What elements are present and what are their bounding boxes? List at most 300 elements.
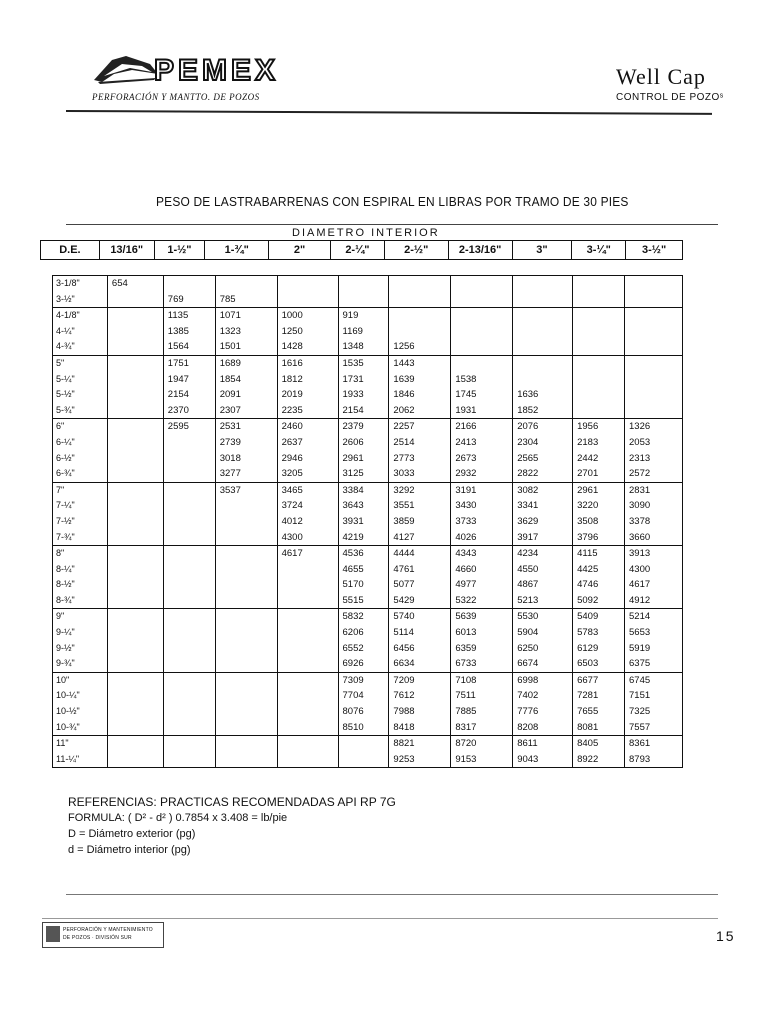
weight-cell: 1000 [277,308,338,324]
weight-cell: 5092 [573,593,625,609]
weight-cell: 7885 [451,704,513,720]
weight-cell [107,482,163,498]
weight-cell: 1852 [513,403,573,419]
weight-cell [107,435,163,451]
weight-cell: 8405 [573,736,625,752]
weight-cell [573,387,625,403]
weight-cell [277,672,338,688]
weight-cell: 3205 [277,466,338,482]
weight-cell: 1639 [389,372,451,388]
weight-cell [163,641,215,657]
weight-cell: 654 [107,276,163,292]
weight-cell [163,736,215,752]
weight-cell [163,656,215,672]
weight-cell [451,324,513,340]
weight-cell [163,593,215,609]
weight-cell: 3917 [513,530,573,546]
weight-cell: 1616 [277,355,338,371]
weight-cell [215,688,277,704]
weight-cell: 4012 [277,514,338,530]
weight-cell [107,752,163,768]
weight-cell [573,355,625,371]
weight-cell [573,403,625,419]
weight-cell [215,656,277,672]
weight-cell [163,546,215,562]
weight-cell: 7209 [389,672,451,688]
row-label-od: 4-1/8" [53,308,108,324]
weight-cell [625,292,683,308]
weight-cell: 4617 [625,577,683,593]
weight-cell: 4550 [513,562,573,578]
page-header [0,0,768,130]
weight-cell [573,324,625,340]
weight-cell: 7511 [451,688,513,704]
weight-cell: 5919 [625,641,683,657]
weight-cell [107,308,163,324]
weight-cell: 3733 [451,514,513,530]
weight-cell [215,498,277,514]
weight-cell: 5322 [451,593,513,609]
table-row [53,656,683,672]
weight-cell: 1751 [163,355,215,371]
weight-cell: 5077 [389,577,451,593]
logo-subtitle: PERFORACIÓN Y MANTTO. DE POZOS [92,92,260,102]
table-row [53,546,683,562]
weight-cell: 1947 [163,372,215,388]
weight-cell [625,276,683,292]
row-label-od: 4-¼" [56,325,75,336]
weight-cell: 3551 [389,498,451,514]
footer-stamp [42,922,164,948]
table-row [53,530,683,546]
weight-cell: 3537 [215,482,277,498]
weight-cell: 2019 [277,387,338,403]
row-label-od: 6-¾" [56,468,75,479]
weight-cell: 8922 [573,752,625,768]
weight-cell: 8361 [625,736,683,752]
stamp-text-line2: DE POZOS · DIVISIÓN SUR [63,935,132,941]
weight-cell: 4343 [451,546,513,562]
weight-cell: 4234 [513,546,573,562]
weight-cell [163,498,215,514]
table-title: PESO DE LASTRABARRENAS CON ESPIRAL EN LIBRAS POR TRAMO DE 30 PIES [156,194,629,209]
bottom-divider [66,894,718,895]
column-header-id: 1-½" [154,241,205,260]
weight-cell [107,609,163,625]
weight-cell: 6129 [573,641,625,657]
row-label-od: 8-¼" [56,563,75,574]
weight-cell: 2442 [573,451,625,467]
stamp-text-line1: PERFORACIÓN Y MANTENIMIENTO [63,927,153,933]
weight-cell: 7655 [573,704,625,720]
weight-cell [513,339,573,355]
weight-cell [215,625,277,641]
weight-cell [107,372,163,388]
weight-cell [451,339,513,355]
row-label-od: 7-¾" [56,531,75,542]
weight-cell [107,704,163,720]
weight-cell [107,451,163,467]
table-row [53,324,683,340]
weight-cell [573,308,625,324]
page-number: 15 [716,928,736,944]
weight-cell: 1745 [451,387,513,403]
row-label-od: 11" [53,736,108,752]
weight-cell: 2313 [625,451,683,467]
weight-cell [389,324,451,340]
weight-cell: 4977 [451,577,513,593]
row-label-od: 11-¼" [56,753,80,764]
table-row [53,403,683,419]
weight-cell [389,292,451,308]
weight-cell: 8793 [625,752,683,768]
weight-cell: 6745 [625,672,683,688]
table-row [53,419,683,435]
weight-cell [163,672,215,688]
weight-cell: 4115 [573,546,625,562]
weight-cell [163,276,215,292]
weight-cell [277,752,338,768]
weight-cell [573,276,625,292]
row-label-od: 6-½" [56,452,75,463]
weight-cell: 3430 [451,498,513,514]
weight-cell: 2154 [338,403,389,419]
weight-cell [107,625,163,641]
logo-wordmark: PEMEX [154,54,280,87]
weight-cell: 6677 [573,672,625,688]
weight-cell [107,403,163,419]
weight-cell: 2565 [513,451,573,467]
weight-cell [107,593,163,609]
row-label-od: 5-¾" [56,404,75,415]
weight-cell [215,641,277,657]
weight-cell [163,451,215,467]
weight-cell [451,308,513,324]
references-title: REFERENCIAS: PRACTICAS RECOMENDADAS API RP 7G [68,795,396,809]
weight-cell [107,672,163,688]
weight-cell [163,720,215,736]
weight-cell [625,308,683,324]
weight-cell [163,609,215,625]
footer-divider [42,918,718,919]
weight-cell [451,355,513,371]
weight-cell [513,292,573,308]
weight-cell: 3018 [215,451,277,467]
weight-cell: 4300 [625,562,683,578]
table-row [53,752,683,768]
weight-cell: 4655 [338,562,389,578]
table-row [53,720,683,736]
table-row [53,498,683,514]
weight-cell: 2739 [215,435,277,451]
row-label-od: 6" [53,419,108,435]
weight-cell: 2091 [215,387,277,403]
column-header-row [40,240,683,260]
weight-cell [163,625,215,641]
column-header-id: 2" [269,241,331,260]
weight-cell: 2932 [451,466,513,482]
weight-cell [625,324,683,340]
weight-cell [163,466,215,482]
weight-cell: 3378 [625,514,683,530]
row-label-od: 10-½" [56,706,80,717]
weight-cell [277,577,338,593]
table-row [53,672,683,688]
weight-cell: 2379 [338,419,389,435]
weight-cell: 6503 [573,656,625,672]
row-label-od: 7-½" [56,515,75,526]
weight-cell [277,276,338,292]
weight-cell: 2154 [163,387,215,403]
weight-cell: 6206 [338,625,389,641]
formula-text: FORMULA: ( D² - d² ) 0.7854 x 3.408 = lb/pie [68,812,288,824]
weight-cell: 4912 [625,593,683,609]
weight-cell [215,577,277,593]
weight-cell [277,562,338,578]
weight-cell: 2673 [451,451,513,467]
column-header-id: 3-¼" [572,241,626,260]
row-label-od: 9" [53,609,108,625]
table-row [53,372,683,388]
weight-cell [107,339,163,355]
weight-cell [513,355,573,371]
row-label-od: 8" [53,546,108,562]
row-label-od: 8-¾" [56,594,75,605]
weight-cell [107,641,163,657]
row-label-od: 10-¼" [56,690,80,701]
row-label-od: 8-½" [56,579,75,590]
table-row [53,435,683,451]
weight-cell: 8510 [338,720,389,736]
weight-cell: 5170 [338,577,389,593]
table-row [53,736,683,752]
weight-cell [107,736,163,752]
weight-cell: 1846 [389,387,451,403]
table-row [53,562,683,578]
weight-cell [163,530,215,546]
weight-cell: 6013 [451,625,513,641]
weight-cell: 4219 [338,530,389,546]
weight-cell [215,593,277,609]
weight-cell: 1812 [277,372,338,388]
column-header-od: D.E. [41,241,100,260]
weight-cell: 3384 [338,482,389,498]
weight-cell [215,276,277,292]
weight-cell [215,704,277,720]
weight-cell [163,514,215,530]
weight-cell: 3859 [389,514,451,530]
weight-cell: 3277 [215,466,277,482]
weight-cell: 3191 [451,482,513,498]
weight-cell: 5653 [625,625,683,641]
weight-cell: 2822 [513,466,573,482]
weight-cell: 1443 [389,355,451,371]
row-label-od: 3-1/8" [56,278,80,288]
weight-cell: 9043 [513,752,573,768]
weight-cell [107,292,163,308]
weight-cell [277,688,338,704]
weight-cell: 2637 [277,435,338,451]
weight-cell [389,276,451,292]
weight-cell: 3660 [625,530,683,546]
weights-table [52,275,683,768]
column-header-id: 13/16" [99,241,154,260]
weight-cell: 8076 [338,704,389,720]
weight-cell: 6456 [389,641,451,657]
weight-cell: 2514 [389,435,451,451]
weight-cell: 2370 [163,403,215,419]
weight-cell [107,530,163,546]
weight-cell: 8317 [451,720,513,736]
weight-cell: 6250 [513,641,573,657]
weight-cell: 4867 [513,577,573,593]
weight-cell [573,372,625,388]
weight-cell: 3090 [625,498,683,514]
weight-cell [215,752,277,768]
inner-diameter-note: d = Diámetro interior (pg) [68,844,191,856]
weight-cell: 5409 [573,609,625,625]
weight-cell [277,625,338,641]
weight-cell: 4746 [573,577,625,593]
weight-cell: 7281 [573,688,625,704]
weight-cell [107,546,163,562]
table-row [53,292,683,308]
weight-cell: 6375 [625,656,683,672]
column-header-id: 2-½" [384,241,448,260]
weight-cell: 1538 [451,372,513,388]
weight-cell: 2701 [573,466,625,482]
table-row [53,593,683,609]
weight-cell [277,593,338,609]
pemex-logo [92,52,292,86]
weight-cell: 7557 [625,720,683,736]
weight-cell: 7988 [389,704,451,720]
weight-cell [107,324,163,340]
weight-cell: 2076 [513,419,573,435]
weight-cell: 3292 [389,482,451,498]
weight-cell: 1933 [338,387,389,403]
weight-cell: 2183 [573,435,625,451]
weight-cell: 7309 [338,672,389,688]
weight-cell [451,276,513,292]
weight-cell: 2053 [625,435,683,451]
table-row [53,355,683,371]
weight-cell [107,466,163,482]
weight-cell [513,372,573,388]
table-subtitle: DIAMETRO INTERIOR [292,227,440,239]
weight-cell: 1323 [215,324,277,340]
column-header-id: 2-13/16" [448,241,512,260]
weight-cell: 1071 [215,308,277,324]
row-label-od: 9-¾" [56,658,75,669]
weight-cell: 4660 [451,562,513,578]
weight-cell: 2531 [215,419,277,435]
weight-cell: 7325 [625,704,683,720]
weight-cell [163,688,215,704]
table-row [53,451,683,467]
weight-cell: 2460 [277,419,338,435]
row-label-od: 9-¼" [56,627,75,638]
weight-cell: 1564 [163,339,215,355]
weight-cell: 4425 [573,562,625,578]
weight-cell: 4444 [389,546,451,562]
weight-cell [338,292,389,308]
row-label-od: 5" [53,355,108,371]
weight-cell [338,752,389,768]
row-label-od: 10-¾" [56,721,80,732]
table-row [53,609,683,625]
weight-cell: 1348 [338,339,389,355]
weight-cell [513,324,573,340]
weight-cell [107,656,163,672]
weight-cell: 1636 [513,387,573,403]
weight-cell [107,355,163,371]
weight-cell: 2606 [338,435,389,451]
weight-cell: 3125 [338,466,389,482]
weight-cell: 5114 [389,625,451,641]
weight-cell [513,308,573,324]
weight-cell [163,752,215,768]
weight-cell: 6552 [338,641,389,657]
weight-cell: 1535 [338,355,389,371]
table-row [53,276,683,292]
weight-cell [277,720,338,736]
weight-cell [215,562,277,578]
weight-cell: 5832 [338,609,389,625]
weight-cell: 785 [215,292,277,308]
weight-cell: 2257 [389,419,451,435]
weight-cell: 3508 [573,514,625,530]
outer-diameter-note: D = Diámetro exterior (pg) [68,828,196,840]
weight-cell: 8208 [513,720,573,736]
weight-cell: 1169 [338,324,389,340]
weight-cell [107,562,163,578]
references-block [68,794,396,858]
weight-cell: 3931 [338,514,389,530]
weight-cell [277,292,338,308]
stamp-icon [46,926,60,942]
row-label-od: 4-¾" [56,341,75,352]
weight-cell: 1854 [215,372,277,388]
weight-cell [215,672,277,688]
weight-cell: 4761 [389,562,451,578]
weight-cell: 5639 [451,609,513,625]
table-row [53,466,683,482]
weight-cell: 5213 [513,593,573,609]
weight-cell: 2595 [163,419,215,435]
weight-cell: 2831 [625,482,683,498]
column-header-id: 3" [512,241,572,260]
weight-cell [625,372,683,388]
weight-cell: 1956 [573,419,625,435]
weight-cell: 1428 [277,339,338,355]
weight-cell: 9153 [451,752,513,768]
weight-cell: 4127 [389,530,451,546]
weight-cell: 6733 [451,656,513,672]
weight-cell [107,577,163,593]
row-label-od: 9-½" [56,642,75,653]
weight-cell [389,308,451,324]
weight-cell [277,641,338,657]
weight-cell: 1501 [215,339,277,355]
table-row [53,625,683,641]
row-label-od: 5-½" [56,389,75,400]
column-header-id: 1-¾" [205,241,269,260]
weight-cell: 1689 [215,355,277,371]
title-divider [66,224,718,225]
weight-cell: 3796 [573,530,625,546]
pemex-eagle-icon [92,52,162,86]
